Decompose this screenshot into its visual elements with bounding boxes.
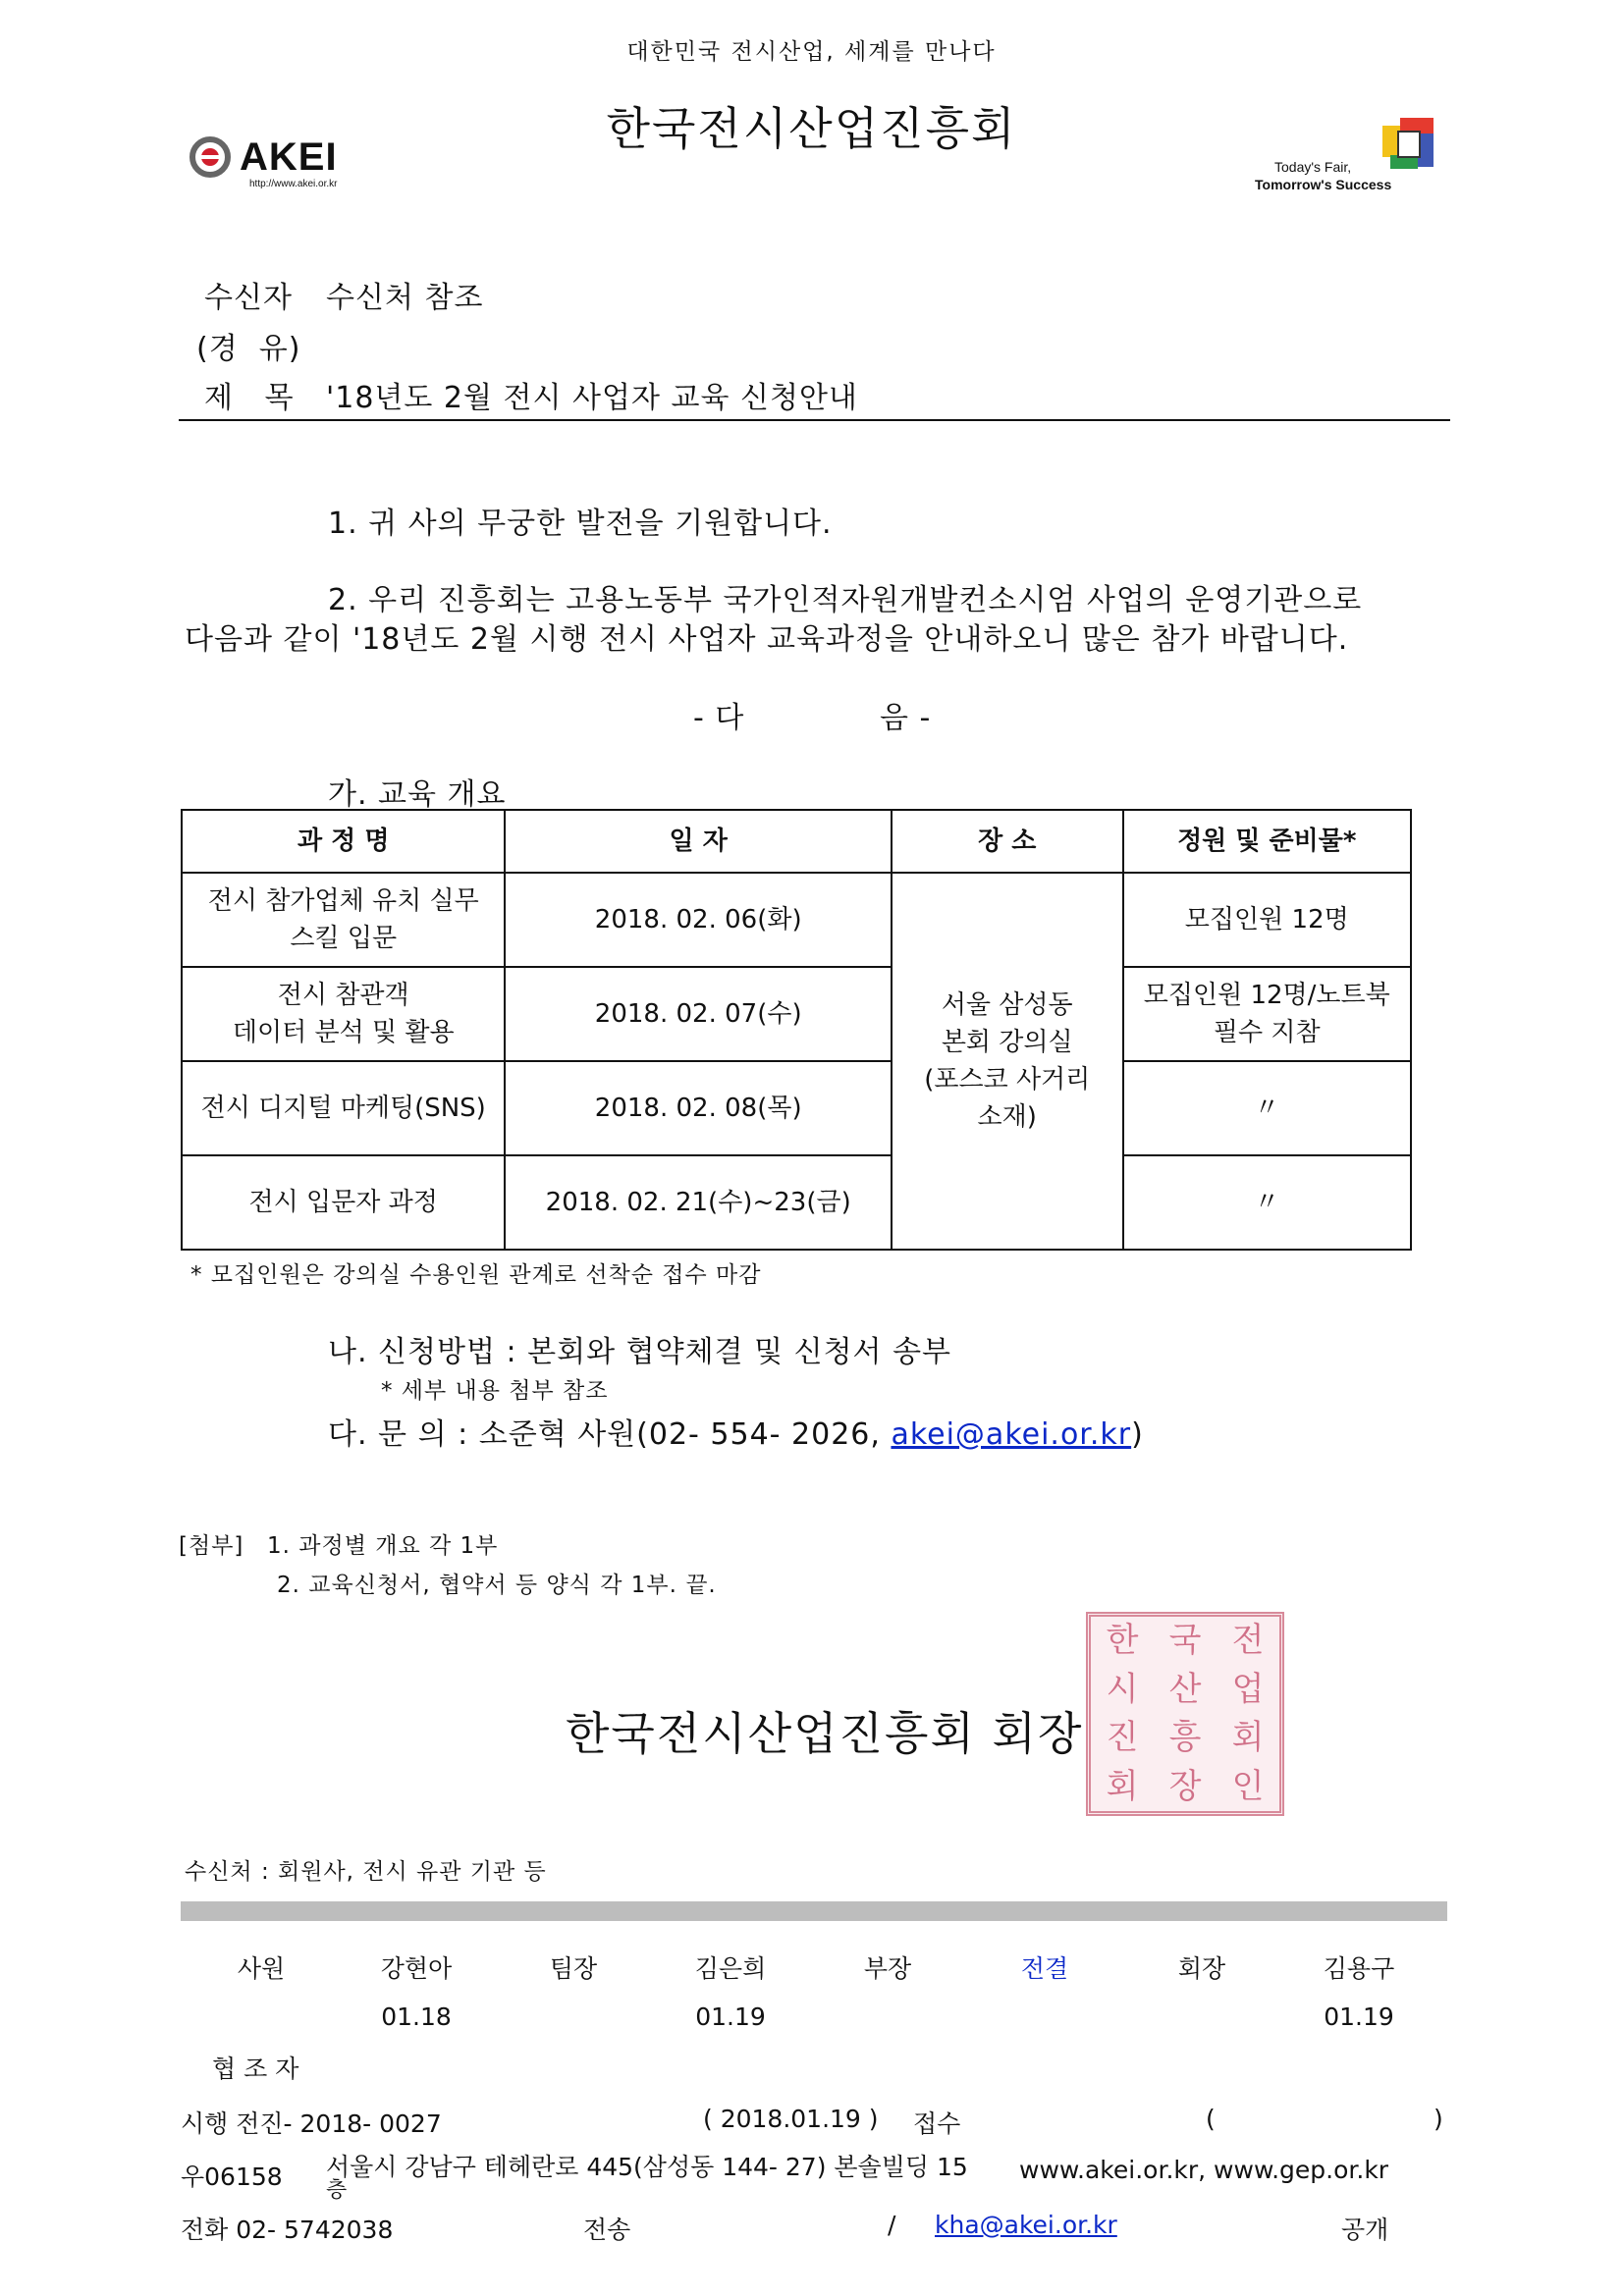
logo-line1: Today's Fair,	[1274, 159, 1352, 175]
course-date: 2018. 02. 08(목)	[505, 1061, 892, 1155]
logo-line2: Tomorrow's Success	[1255, 177, 1392, 192]
course-name: 전시 입문자 과정	[248, 1188, 438, 1217]
enforce-date: ( 2018.01.19 )	[703, 2105, 879, 2133]
cooperator-label: 협 조 자	[212, 2055, 299, 2083]
course-capacity: 모집인원 12명	[1184, 905, 1349, 934]
address-line1: 서울시 강남구 테헤란로 445(삼성동 144- 27) 본솔빌딩 15	[326, 2153, 968, 2181]
section-ga: 가. 교육 개요	[328, 777, 507, 812]
footer-email-link[interactable]: kha@akei.or.kr	[935, 2211, 1117, 2239]
approval-date-teamlead: 01.19	[695, 2002, 766, 2031]
place-line: (포스코 사거리	[924, 1065, 1091, 1095]
table-note: * 모집인원은 강의실 수용인원 관계로 선착순 접수 마감	[190, 1262, 762, 1288]
course-name: 전시 디지털 마케팅(SNS)	[200, 1094, 486, 1123]
attach-item-2: 2. 교육신청서, 협약서 등 양식 각 1부. 끝.	[277, 1573, 717, 1598]
contact-suffix: )	[1131, 1417, 1144, 1452]
receipt-close: )	[1434, 2105, 1443, 2133]
subject-label: 제 목	[204, 381, 295, 415]
approval-title-staff: 사원	[237, 1954, 286, 1983]
table-row	[182, 967, 1411, 1061]
seal-char: 회	[1106, 1766, 1139, 1806]
websites: www.akei.or.kr, www.gep.or.kr	[1019, 2156, 1389, 2184]
da-left: - 다	[693, 701, 745, 735]
seal-char: 장	[1168, 1766, 1202, 1806]
receipt-open: (	[1206, 2105, 1216, 2133]
col-capacity: 정원 및 준비물*	[1123, 810, 1411, 873]
table-row	[182, 1061, 1411, 1155]
place-line: 소재)	[977, 1102, 1037, 1132]
attach-item-1: 1. 과정별 개요 각 1부	[267, 1533, 499, 1559]
seal-char: 한	[1106, 1621, 1139, 1660]
approval-date-president: 01.19	[1324, 2002, 1394, 2031]
seal-char: 시	[1106, 1669, 1139, 1709]
apply-method: 나. 신청방법 : 본회와 협약체결 및 신청서 송부	[328, 1335, 952, 1369]
course-capacity-2: 필수 지참	[1213, 1018, 1321, 1047]
contact-line	[328, 1410, 1144, 1453]
seal-char: 업	[1231, 1669, 1265, 1709]
course-name: 전시 참가업체 유치 실무	[207, 886, 479, 916]
col-place: 장 소	[892, 810, 1123, 873]
table-header-row	[182, 810, 1411, 873]
enforce-number: 시행 전진- 2018- 0027	[181, 2109, 442, 2138]
attach-label: [첨부]	[179, 1533, 244, 1559]
course-date: 2018. 02. 06(화)	[505, 873, 892, 967]
approval-title-director: 부장	[863, 1954, 912, 1983]
seal-char: 진	[1106, 1718, 1139, 1757]
para-1: 1. 귀 사의 무궁한 발전을 기원합니다.	[328, 507, 833, 541]
seal-char: 산	[1168, 1669, 1202, 1709]
course-date: 2018. 02. 07(수)	[505, 967, 892, 1061]
course-place	[892, 873, 1123, 1250]
akei-logo-url: http://www.akei.or.kr	[249, 179, 338, 189]
fax-label: 전송	[583, 2216, 631, 2244]
col-course: 과 정 명	[182, 810, 505, 873]
subject-value: '18년도 2월 전시 사업자 교육 신청안내	[326, 381, 858, 415]
approval-delegated: 전결	[1020, 1954, 1069, 1983]
seal-char: 회	[1231, 1718, 1265, 1757]
table-row	[182, 1155, 1411, 1250]
postal-code: 우06158	[181, 2163, 283, 2191]
receipt-label: 접수	[913, 2109, 961, 2138]
approval-date-staff: 01.18	[381, 2002, 452, 2031]
approval-name-teamlead: 김은희	[694, 1954, 767, 1983]
place-line: 서울 삼성동	[941, 990, 1073, 1020]
fax-separator: /	[888, 2211, 896, 2239]
approval-name-staff: 강현아	[380, 1954, 453, 1983]
slogan: 대한민국 전시산업, 세계를 만나다	[626, 39, 997, 65]
header-divider	[179, 419, 1450, 421]
akei-logo	[189, 135, 375, 194]
fair-success-logo	[1255, 116, 1441, 204]
seal-char: 인	[1231, 1766, 1265, 1806]
course-capacity: 모집인원 12명/노트북	[1143, 981, 1390, 1010]
sender-signature: 한국전시산업진흥회 회장	[566, 1707, 1084, 1760]
approval-name-president: 김용구	[1323, 1954, 1395, 1983]
apply-detail: * 세부 내용 첨부 참조	[381, 1378, 609, 1404]
address-line2: 층	[326, 2178, 348, 2203]
akei-logo-text: AKEI	[240, 135, 338, 179]
approval-title-teamlead: 팀장	[549, 1954, 598, 1983]
org-title: 한국전시산업진흥회	[606, 102, 1017, 155]
para-2-line1: 2. 우리 진흥회는 고용노동부 국가인적자원개발컨소시엄 사업의 운영기관으로	[328, 583, 1363, 617]
official-seal	[1086, 1612, 1284, 1816]
course-date: 2018. 02. 21(수)~23(금)	[505, 1155, 892, 1250]
seal-char: 국	[1168, 1621, 1202, 1660]
course-capacity: 〃	[1254, 1094, 1280, 1123]
course-name-2: 데이터 분석 및 활용	[232, 1018, 455, 1047]
contact-prefix: 다. 문 의 : 소준혁 사원(02- 554- 2026,	[328, 1417, 892, 1452]
approval-divider	[181, 1901, 1447, 1921]
via-label: (경 유)	[196, 332, 301, 366]
da-right: 음 -	[880, 701, 932, 735]
recipient-label: 수신자	[204, 281, 293, 315]
para-2-line2: 다음과 같이 '18년도 2월 시행 전시 사업자 교육과정을 안내하오니 많은 참가 바랍니다.	[185, 622, 1349, 657]
course-name: 전시 참관객	[277, 981, 409, 1010]
place-line: 본회 강의실	[941, 1028, 1073, 1057]
disclosure-status: 공개	[1341, 2216, 1389, 2244]
recipient-value: 수신처 참조	[326, 281, 484, 315]
course-name-2: 스킬 입문	[290, 924, 398, 953]
contact-email-link[interactable]: akei@akei.or.kr	[891, 1417, 1132, 1452]
fair-success-emblem-icon	[1380, 116, 1437, 173]
seal-char: 전	[1231, 1621, 1265, 1660]
course-capacity: 〃	[1254, 1188, 1280, 1217]
phone-number: 전화 02- 5742038	[181, 2216, 394, 2244]
table-row	[182, 873, 1411, 967]
education-table	[181, 809, 1412, 1251]
seal-char: 흥	[1168, 1718, 1202, 1757]
distribution-list: 수신처 : 회원사, 전시 유관 기관 등	[185, 1859, 547, 1885]
approval-title-president: 회장	[1177, 1954, 1226, 1983]
col-date: 일 자	[505, 810, 892, 873]
